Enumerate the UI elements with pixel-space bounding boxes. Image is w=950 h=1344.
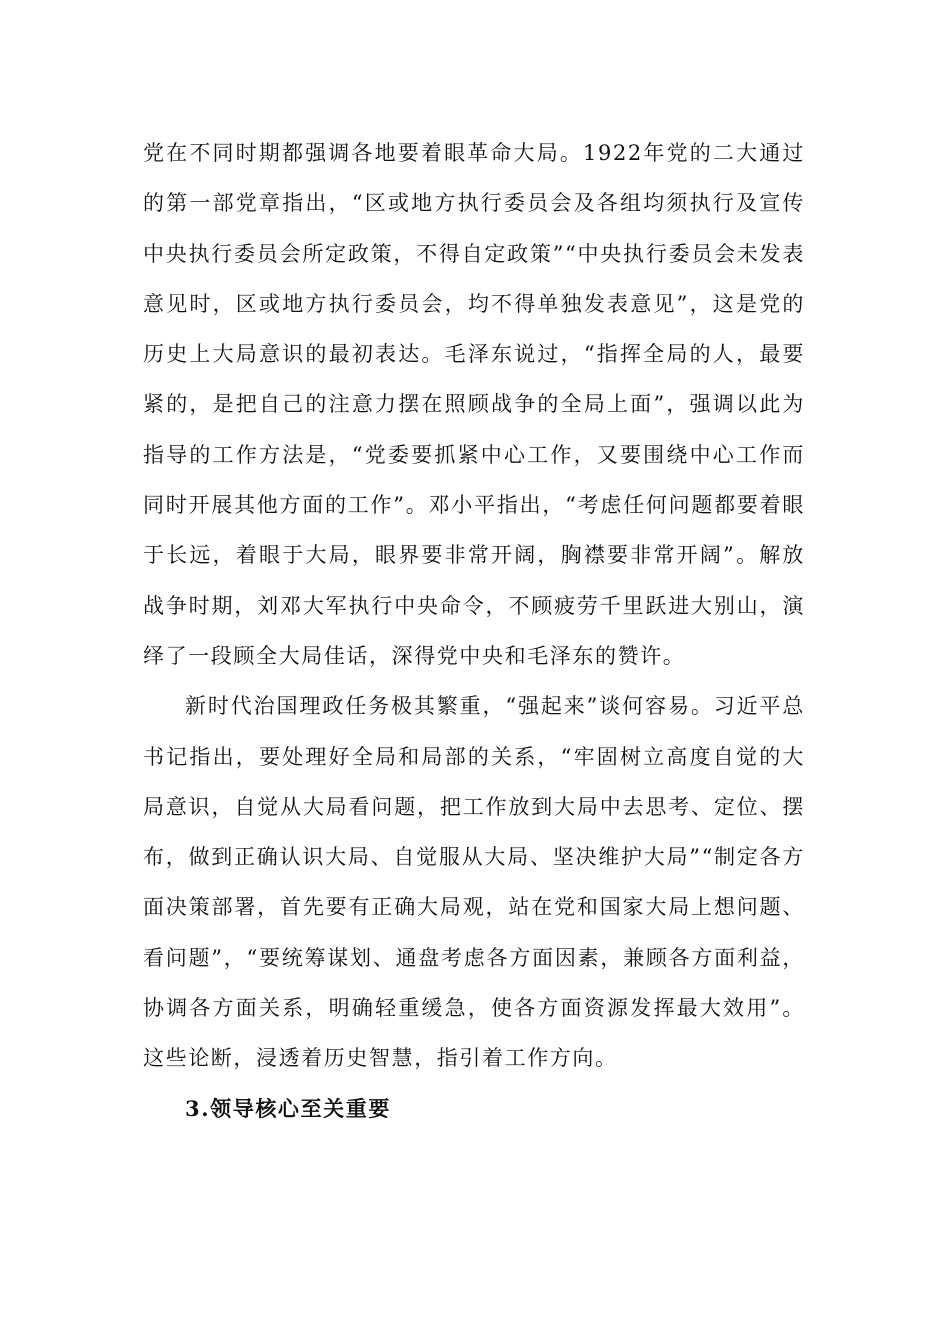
paragraph-revolution-overall-situation: 党在不同时期都强调各地要着眼革命大局。1922年党的二大通过的第一部党章指出，“区或地方执行委员会及各组均须执行及宣传中央执行委员会所定政策，不得自定政策”“中央执行委员会未发表意见时，区或地方执行委员会，均不得单独发表意见”，这是党的历史上大局意识的最初表达。毛泽东说过，“指挥全局的人，最要紧的，是把自己的注意力摆在照顾战争的全局上面”，强调以此为指导的工作方法是，“党委要抓紧中心工作，又要围绕中心工作而同时开展其他方面的工作”。邓小平指出，“考虑任何问题都要着眼于长远，着眼于大局，眼界要非常开阔，胸襟要非常开阔”。解放战争时期，刘邓大军执行中央命令，不顾疲劳千里跃进大别山，演绎了一段顾全大局佳话，深得党中央和毛泽东的赞许。 [143,141,805,668]
paragraph-new-era-governance: 新时代治国理政任务极其繁重，“强起来”谈何容易。习近平总书记指出，要处理好全局和局部的关系，“牢固树立高度自觉的大局意识，自觉从大局看问题，把工作放到大局中去思考、定位、摆布，做到正确认识大局、自觉服从大局、坚决维护大局”“制定各方面决策部署，首先要有正确大局观，站在党和国家大局上想问题、看问题”，“要统筹谋划、通盘考虑各方面因素，兼顾各方面利益，协调各方面关系，明确轻重缓急，使各方面资源发挥最大效用”。这些论断，浸透着历史智慧，指引着工作方向。 [143,694,805,1071]
page-content [143,128,805,1134]
section-heading: 3.领导核心至关重要 [185,1095,391,1121]
